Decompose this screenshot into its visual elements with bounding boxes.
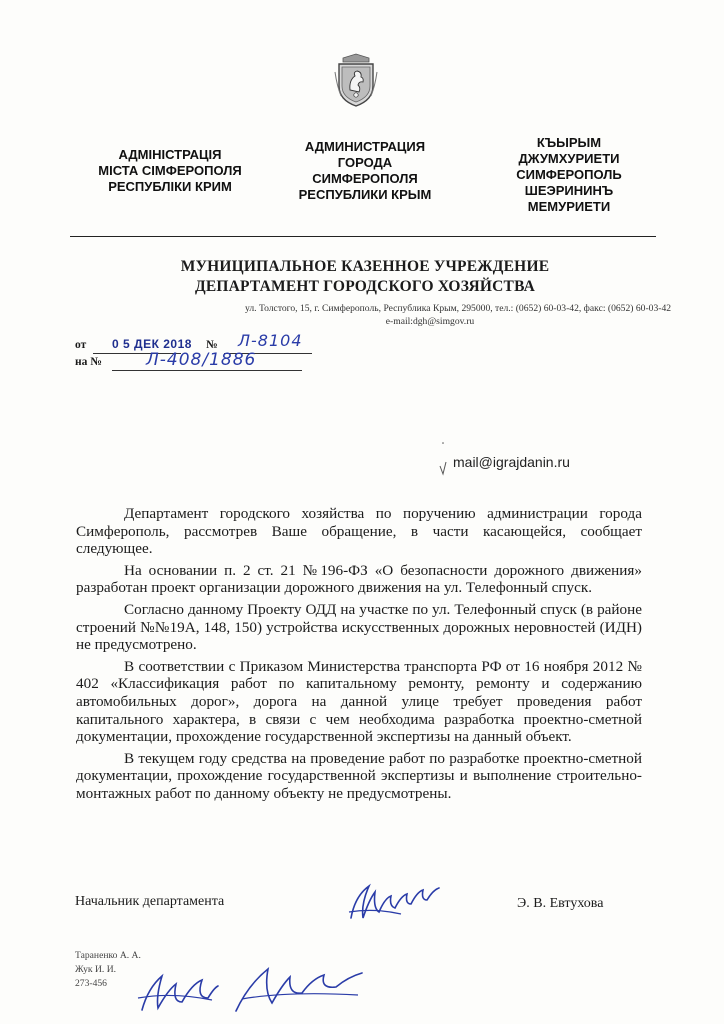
header-ct-line: ДЖУМХУРИЕТИ — [518, 151, 620, 166]
executor-line: Жук И. И. — [75, 964, 117, 975]
executor-line: Тараненко А. А. — [75, 950, 141, 961]
header-ru-line: СИМФЕРОПОЛЯ — [312, 171, 418, 186]
on-number-handwritten: Л-408/1886 — [146, 350, 257, 370]
signatory-role: Начальник департамента — [75, 894, 225, 909]
header-russian — [265, 139, 465, 203]
header-ru-line: ГОРОДА — [337, 155, 393, 170]
header-divider — [70, 236, 656, 237]
body-paragraph: Департамент городского хозяйства по поручению администрации города Симферополь, рассмотрев Ваше обращение, в части касающейся, сообщает следующее. — [76, 505, 642, 558]
organization-line-1: МУНИЦИПАЛЬНОЕ КАЗЕННОЕ УЧРЕЖДЕНИЕ — [180, 258, 550, 275]
header-ct-line: СИМФЕРОПОЛЬ — [516, 167, 622, 182]
number-label: № — [206, 339, 218, 351]
on-number-label: на № — [75, 356, 102, 368]
header-ru-line: РЕСПУБЛИКИ КРЫМ — [298, 187, 432, 202]
header-ct-line: ШЕЭРИНИНЪ — [524, 183, 614, 198]
header-ct-line: МЕМУРИЕТИ — [527, 199, 611, 214]
executors-block — [75, 949, 141, 991]
organization-name — [72, 257, 658, 297]
checkmark-mark-icon — [434, 440, 452, 480]
coat-of-arms-icon — [333, 52, 379, 108]
approval-signature-2 — [228, 955, 368, 1017]
header-ua-line: РЕСПУБЛІКИ КРИМ — [108, 179, 232, 194]
header-ua-line: АДМІНІСТРАЦІЯ — [118, 147, 222, 162]
approval-signature-1 — [132, 958, 222, 1018]
header-ru-line: АДМИНИСТРАЦИЯ — [304, 139, 426, 154]
header-ukrainian — [60, 147, 280, 195]
number-handwritten: Л-8104 — [238, 331, 303, 350]
organization-email: e-mail:dgh@simgov.ru — [385, 316, 475, 327]
letter-body — [76, 505, 642, 807]
body-paragraph: В соответствии с Приказом Министерства транспорта РФ от 16 ноября 2012 № 402 «Классификация работ по капитальному ремонту, ремонту и содержанию автомобильных дорог», дорога на данной улице требует проведения работ капитального характера, в связи с чем необходима разработка проектно-сметной документации, прохождение государственной экспертизы на данный объект. — [76, 657, 642, 746]
organization-address: ул. Толстого, 15, г. Симферополь, Республика Крым, 295000, тел.: (0652) 60-03-42, факс: (0652) 60-03-42 — [245, 303, 672, 314]
body-paragraph: В текущем году средства на проведение работ по разработке проектно-сметной документации, прохождение государственной экспертизы и выполнение строительно-монтажных работ по данному объекту не предусмотрены. — [76, 749, 642, 802]
organization-line-2: ДЕПАРТАМЕНТ ГОРОДСКОГО ХОЗЯЙСТВА — [194, 278, 536, 295]
executor-line: 273-456 — [75, 978, 107, 989]
recipient-email: mail@igrajdanin.ru — [453, 454, 570, 470]
signature-handwritten — [345, 878, 445, 928]
header-crimean-tatar — [484, 135, 654, 215]
body-paragraph: Согласно данному Проекту ОДД на участке по ул. Телефонный спуск (в районе строений №№19А, 148, 150) устройства искусственных дорожных неровностей (ИДН) не предусмотрено. — [76, 600, 642, 654]
header-ct-line: КЪЫРЫМ — [536, 135, 602, 150]
body-paragraph: На основании п. 2 ст. 21 №196-ФЗ «О безопасности дорожного движения» разработан проект организации дорожного движения на ул. Телефонный спуск. — [76, 561, 642, 597]
on-number-underline — [112, 370, 302, 371]
organization-address-block — [245, 302, 672, 328]
header-ua-line: МІСТА СІМФЕРОПОЛЯ — [98, 163, 242, 178]
date-stamp: 0 5 ДЕК 2018 — [112, 337, 192, 351]
signatory-name: Э. В. Евтухова — [517, 896, 604, 911]
from-label: от — [75, 339, 87, 351]
